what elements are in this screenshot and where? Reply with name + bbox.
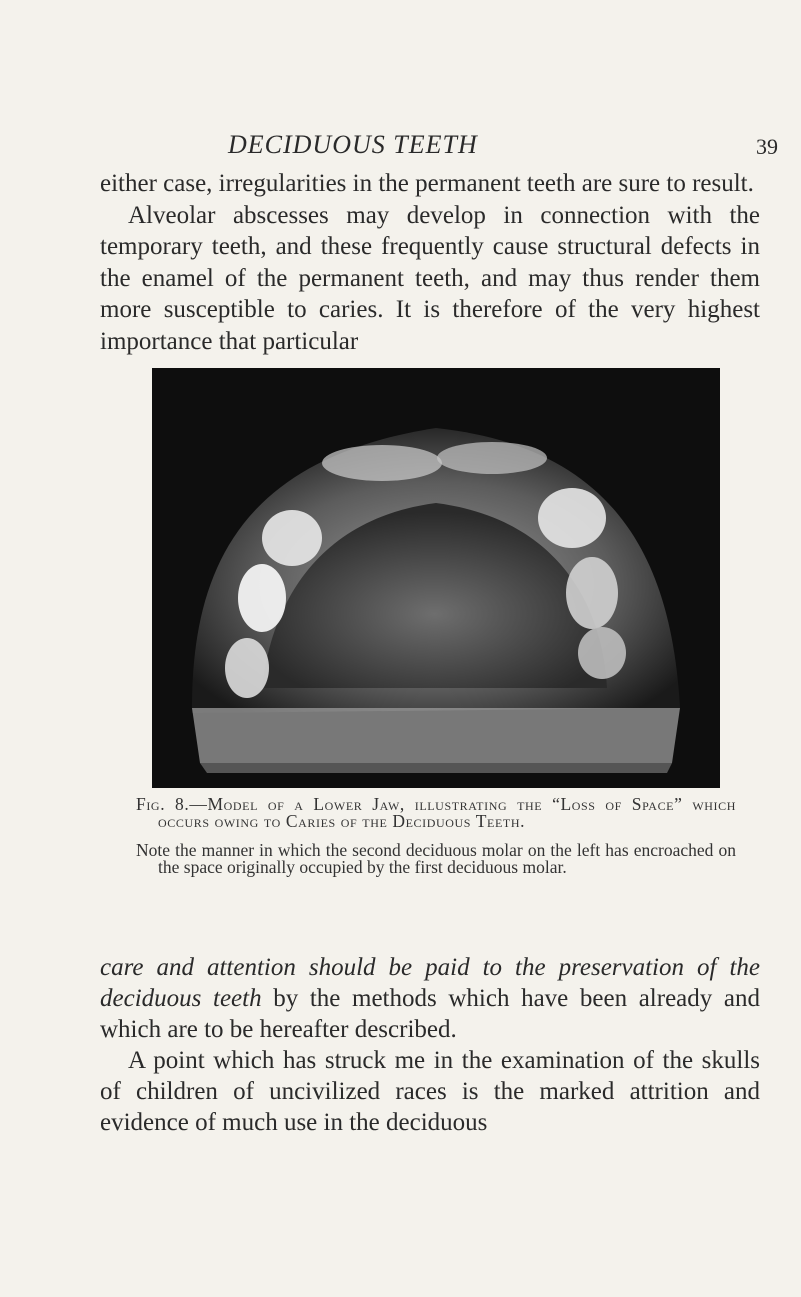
- paragraph: Alveolar abscesses may develop in connection with the temporary teeth, and these frequently cause structural defects in the enamel of the permanent teeth, and may thus render them more susceptible to caries. It is therefore of the very highest importance that particular: [100, 201, 760, 355]
- paragraph: either case, irregularities in the permanent teeth are sure to result.: [100, 170, 754, 197]
- jaw-model-illustration: [152, 368, 720, 788]
- paragraph-text: by the methods which have been already and which are to be hereafter described.: [100, 985, 760, 1043]
- running-title: DECIDUOUS TEETH: [228, 130, 478, 159]
- emphasized-text: care and attention should be paid to the preservation of the deciduous teeth: [100, 954, 760, 1012]
- figure-caption-title: Fig. 8.—Model of a Lower Jaw, illustrating the “Loss of Space” which occurs owing to Caries of the Deciduous Teeth.: [136, 794, 736, 831]
- body-text-bottom: [100, 952, 760, 1138]
- page-header: [0, 130, 801, 170]
- paragraph: [100, 952, 760, 1045]
- paragraph: A point which has struck me in the examination of the skulls of children of uncivilized races is the marked attrition and evidence of much use in the deciduous: [100, 1047, 760, 1136]
- body-text-top: [100, 168, 760, 357]
- figure-caption: [136, 796, 736, 876]
- page-number: 39: [756, 134, 778, 159]
- figure-caption-note: Note the manner in which the second deciduous molar on the left has encroached on the space originally occupied by the first deciduous molar.: [136, 840, 736, 877]
- jaw-model-photograph: [152, 368, 720, 788]
